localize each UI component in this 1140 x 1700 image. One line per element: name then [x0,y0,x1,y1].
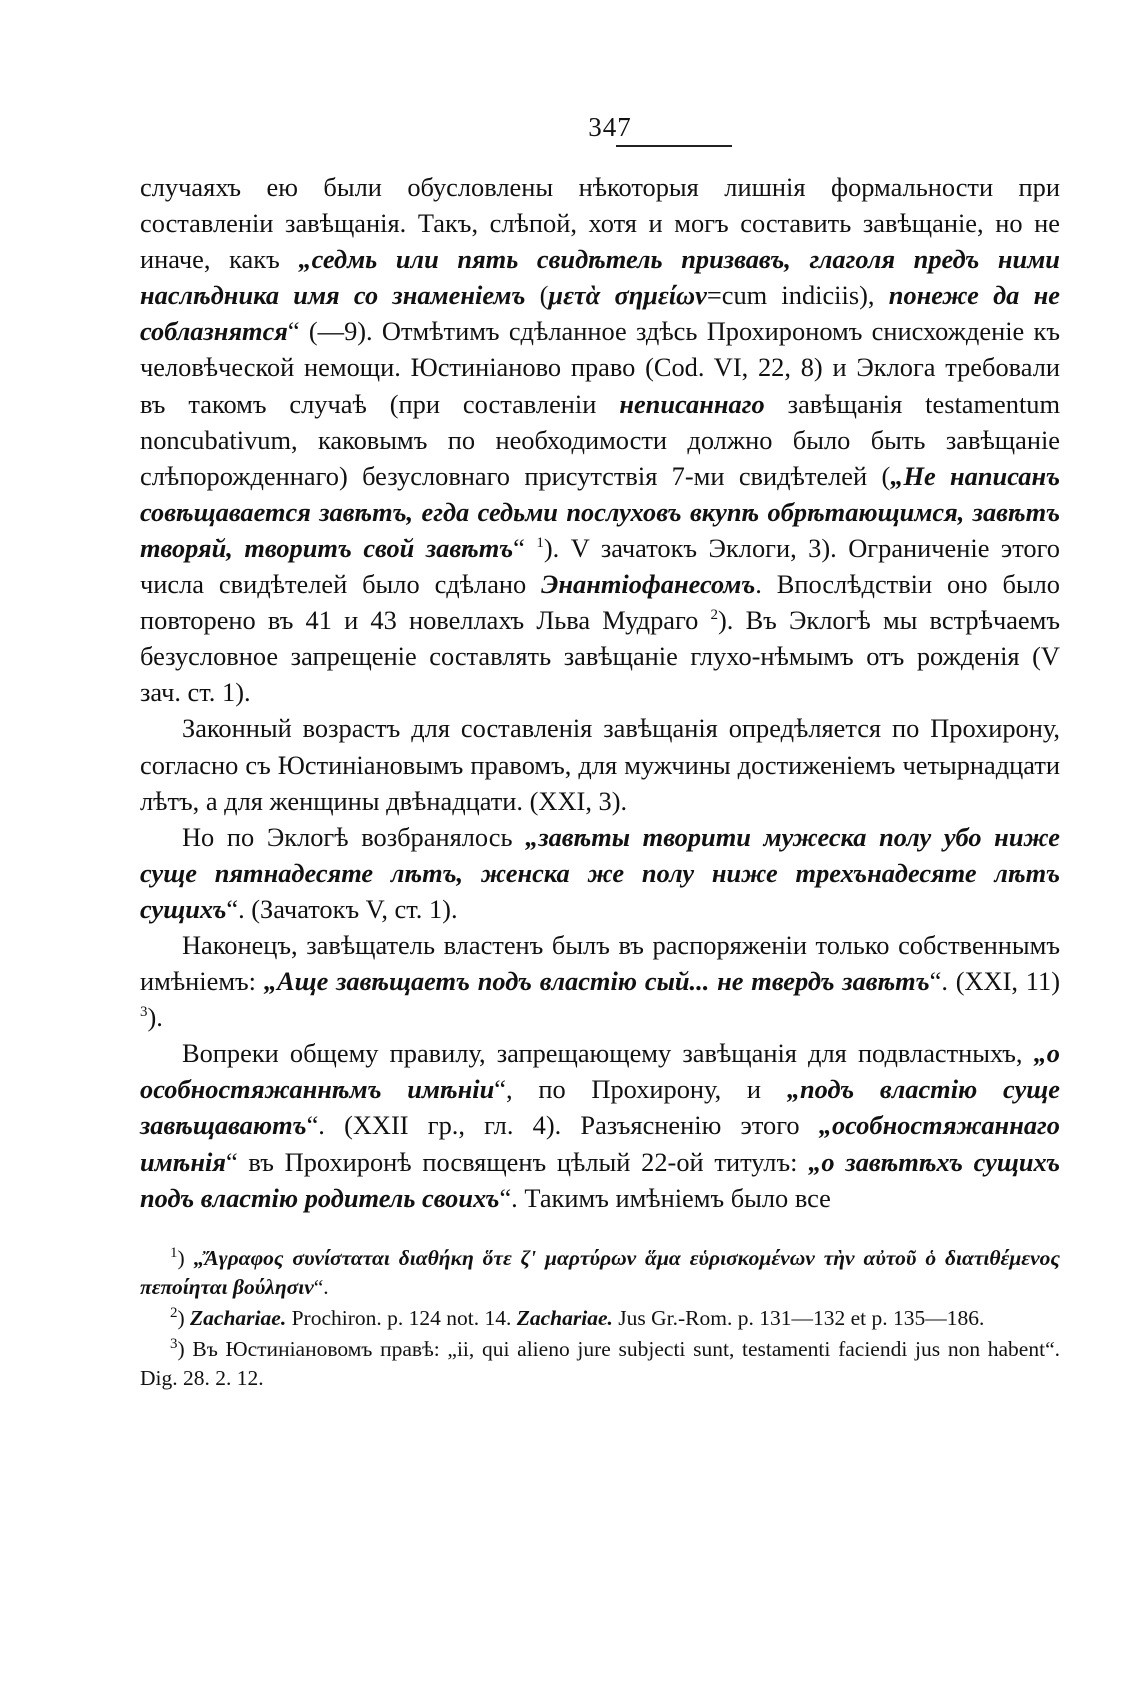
emphasized-text: Zachariae. [516,1305,613,1330]
text-run: =cum indiciis), [706,280,889,311]
page-number: 347 [588,112,632,142]
footnote-marker: 1 [170,1244,178,1261]
paragraph [140,1035,1060,1215]
text-run: ). V зачатокъ Эклоги, 3). Ограниченіе этого числа свидѣтелей было сдѣлано [140,532,1060,600]
page-number-rule [616,145,732,147]
text-run: “ [513,532,537,563]
text-run: Но по Эклогѣ возбранялось [182,821,526,852]
emphasized-text: Zachariae. [190,1305,287,1330]
text-run: “ (—9). Отмѣтимъ сдѣланное здѣсь Прохирономъ снисхожденіе къ человѣческой немощи. Юстиніаново право (Cod. VI, 22, 8) и Эклога требовали въ такомъ случаѣ (при составленіи [140,316,1060,419]
text-run: ) [177,1305,191,1330]
footnote [140,1335,1060,1393]
footnote-marker: 3 [170,1335,178,1352]
paragraph [140,169,1060,710]
text-run: Законный возрастъ для составленія завѣщанія опредѣляется по Прохирону, согласно съ Юстиніановымъ правомъ, для мужчины достиженіемъ четырнадцати лѣтъ, а для женщины двѣнадцати. (XXI, 3). [140,713,1060,816]
text-run: Prochiron. p. 124 not. 14. [286,1305,517,1330]
text-run: “. [313,1274,329,1299]
text-run: случаяхъ ею были обусловлены нѣкоторыя лишнія формальности при составленіи завѣщанія. Такъ, слѣпой, хотя и могъ составить завѣщаніе, но не иначе, какъ [140,172,1060,275]
text-run: Jus Gr.-Rom. p. 131—132 et p. 135—186. [612,1305,985,1330]
text-run: “, по Прохирону, и [494,1074,787,1105]
text-run: завѣщанія testamentum noncubativum, каковымъ по необходимости должно было быть завѣщаніе слѣпорожденнаго) безусловнаго присутствія 7-ми свидѣтелей ( [140,388,1060,491]
text-run: ). [147,1002,163,1033]
text-run: ) Въ Юстиніановомъ правѣ: „ii, qui alieno jure subjecti sunt, testamenti faciendi jus non habent“. Dig. 28. 2. 12. [140,1336,1060,1390]
emphasized-text: понеже да не соблазнятся [140,280,1060,347]
text-run: . Впослѣдствіи оно было повторено въ 41 и 43 новеллахъ Льва Мудраго [140,569,1060,636]
emphasized-text: „о особностяжаннѣмъ имѣніи [140,1038,1060,1105]
emphasized-text: „подъ властію суще завѣщаваютъ [140,1074,1060,1141]
text-run: “. (XXII гр., гл. 4). Разъясненію этого [306,1110,819,1141]
text-run: ). Въ Эклогѣ мы встрѣчаемъ безусловное запрещеніе составлять завѣщаніе глухо-нѣмымъ отъ рожденія (V зач. ст. 1). [140,605,1060,708]
text-run: ( [525,280,549,311]
emphasized-text: „Ἄγραφος συνίσταται διαθήκη ὅτε ζʹ μαρτύρων ἅμα εὑρισκομένων τὴν αὐτοῦ ὁ διατιθέμενος πεποίηται βούλησιν [140,1245,1060,1299]
text-run: “ въ Прохиронѣ посвященъ цѣлый 22-ой титулъ: [225,1146,809,1177]
emphasized-text: „Не написанъ совѣщавается завѣтъ, егда седьми послуховъ вкупѣ обрѣтающимся, завѣтъ творяй, творитъ свой завѣтъ [140,460,1060,563]
footnotes [140,1244,1060,1393]
emphasized-text: „завѣты творити мужеска полу убо ниже суще пятнадесяте лѣтъ, женска же полу ниже трехънадесяте лѣтъ сущихъ [140,821,1061,924]
footnote-marker: 2 [710,607,719,624]
emphasized-text: μετὰ σημείων [548,280,707,311]
footnote-marker: 2 [170,1304,178,1321]
paragraph [140,710,1060,818]
text-run: Вопреки общему правилу, запрещающему завѣщанія для подвластныхъ, [182,1038,1034,1069]
emphasized-text: неписаннаго [619,388,765,419]
emphasized-text: Энантіофанесомъ [541,569,756,600]
emphasized-text: „о завѣтѣхъ сущихъ подъ властію родитель своихъ [140,1146,1060,1213]
text-run: Наконецъ, завѣщатель властенъ былъ въ распоряженіи только собственнымъ имѣніемъ: [140,929,1060,997]
body-text [140,169,1060,1216]
text-run: “. Такимъ имѣніемъ было все [499,1182,831,1213]
paragraph [140,927,1060,1035]
footnote-marker: 3 [140,1004,148,1021]
footnote [140,1244,1060,1302]
paragraph [140,819,1060,927]
emphasized-text: „особностяжаннаго имѣнія [140,1110,1060,1177]
footnote-marker: 1 [536,535,544,552]
emphasized-text: „Аще завѣщаетъ подъ властію сый... не твердъ завѣтъ [263,966,930,997]
text-run: ) [177,1245,194,1270]
text-run: “. (Зачатокъ V, ст. 1). [226,893,458,924]
footnote [140,1304,1060,1333]
text-run: “. (XXI, 11) [929,966,1060,997]
emphasized-text: „седмь или пять свидѣтель призвавъ, глаголя предъ ними наслѣдника имя со знаменіемъ [140,244,1060,311]
